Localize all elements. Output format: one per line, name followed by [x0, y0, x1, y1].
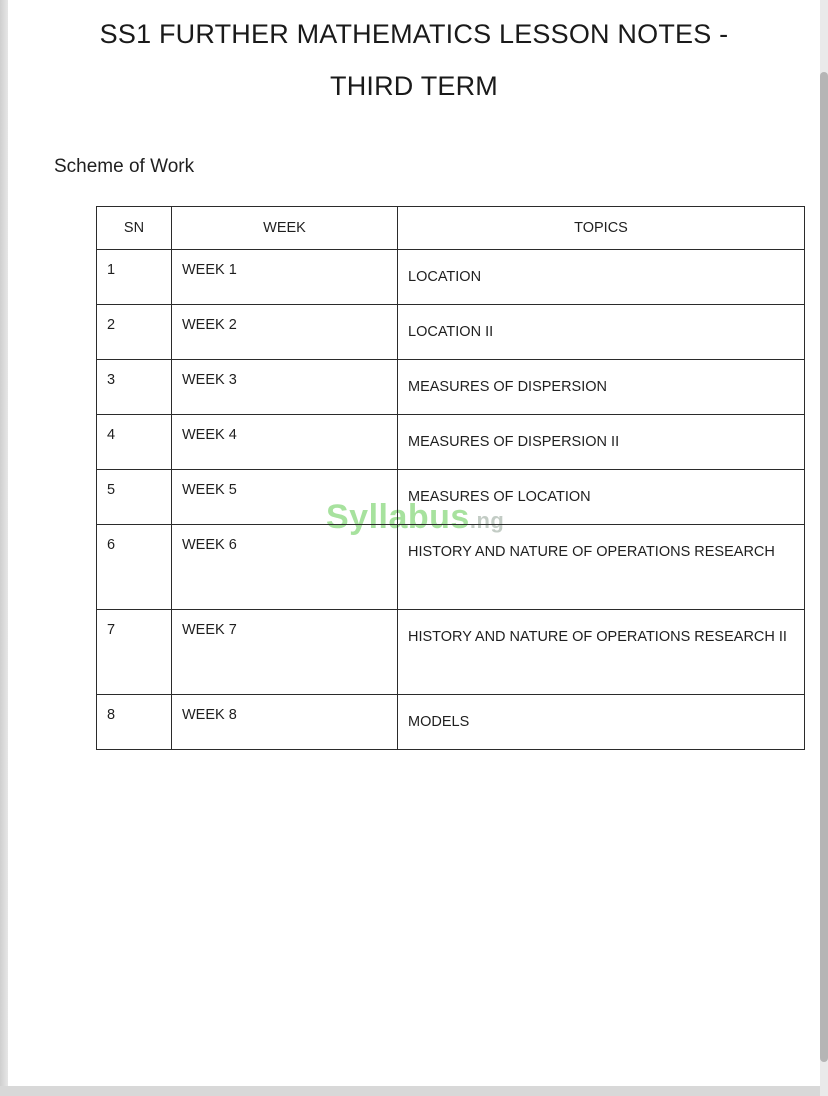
cell-sn: 4 [97, 415, 172, 470]
cell-week: WEEK 7 [172, 610, 398, 695]
cell-topic: MEASURES OF DISPERSION II [398, 415, 805, 470]
cell-topic: MODELS [398, 695, 805, 750]
scrollbar-track[interactable] [820, 0, 828, 1096]
cell-week: WEEK 5 [172, 470, 398, 525]
cell-sn: 1 [97, 250, 172, 305]
cell-sn: 5 [97, 470, 172, 525]
column-header-topics: TOPICS [398, 207, 805, 250]
cell-topic: LOCATION [398, 250, 805, 305]
table-header-row [97, 207, 805, 250]
cell-sn: 7 [97, 610, 172, 695]
cell-topic: MEASURES OF DISPERSION [398, 360, 805, 415]
cell-topic: MEASURES OF LOCATION [398, 470, 805, 525]
cell-sn: 8 [97, 695, 172, 750]
cell-sn: 3 [97, 360, 172, 415]
table-row [97, 610, 805, 695]
scrollbar-thumb[interactable] [820, 72, 828, 1062]
table-body [97, 250, 805, 750]
table-row [97, 525, 805, 610]
table-header [97, 207, 805, 250]
watermark-main-text: Syllabus [326, 498, 470, 536]
watermark-suffix-text: .ng [469, 508, 505, 533]
column-header-sn: SN [97, 207, 172, 250]
table-row [97, 470, 805, 525]
cell-topic: HISTORY AND NATURE OF OPERATIONS RESEARCH II [398, 610, 805, 695]
cell-week: WEEK 6 [172, 525, 398, 610]
cell-topic: LOCATION II [398, 305, 805, 360]
table-row [97, 415, 805, 470]
page-left-shadow [0, 0, 8, 1086]
scheme-of-work-table [96, 206, 805, 750]
document-page [8, 0, 820, 1086]
cell-topic: HISTORY AND NATURE OF OPERATIONS RESEARCH [398, 525, 805, 610]
cell-week: WEEK 8 [172, 695, 398, 750]
table-row [97, 695, 805, 750]
table-row [97, 305, 805, 360]
cell-week: WEEK 4 [172, 415, 398, 470]
section-heading-scheme-of-work: Scheme of Work [54, 156, 195, 177]
scheme-of-work-table-container [8, 180, 820, 750]
cell-sn: 6 [97, 525, 172, 610]
cell-week: WEEK 2 [172, 305, 398, 360]
table-row [97, 360, 805, 415]
cell-week: WEEK 1 [172, 250, 398, 305]
cell-week: WEEK 3 [172, 360, 398, 415]
table-row [97, 250, 805, 305]
column-header-week: WEEK [172, 207, 398, 250]
cell-sn: 2 [97, 305, 172, 360]
page-title: SS1 FURTHER MATHEMATICS LESSON NOTES - THIRD TERM [99, 19, 729, 101]
